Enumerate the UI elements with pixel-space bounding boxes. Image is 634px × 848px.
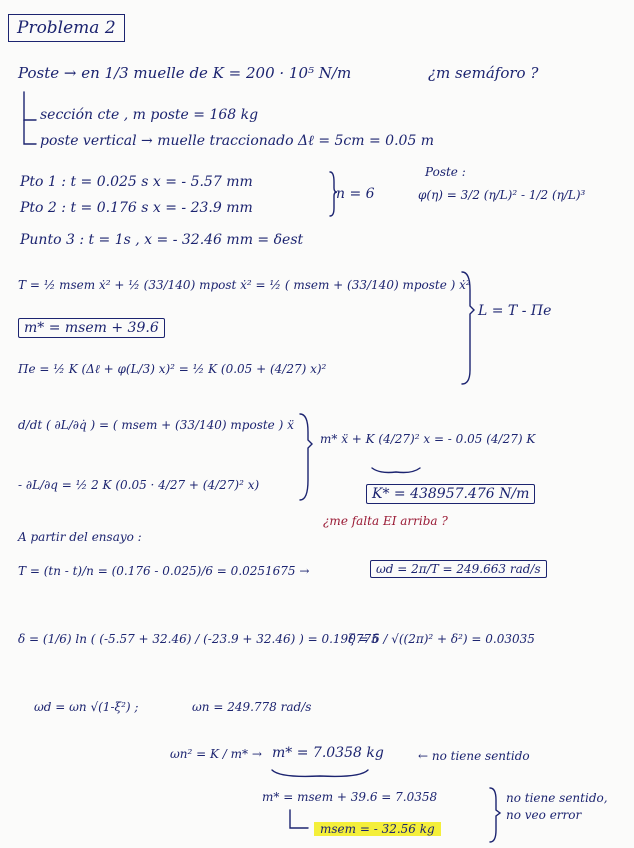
dL-dq-term: - ∂L/∂q = ½ 2 K (0.05 · 4/27 + (4/27)² x) bbox=[18, 478, 260, 492]
natural-frequency: ωn = 249.778 rad/s bbox=[192, 700, 312, 714]
damping-ratio: ξ = δ / √((2π)² + δ²) = 0.03035 bbox=[348, 632, 535, 646]
given-line-1-question: ¿m semáforo ? bbox=[428, 64, 539, 82]
given-line-1: Poste → en 1/3 muelle de K = 200 · 10⁵ N/m bbox=[18, 64, 352, 82]
mstar-note: ← no tiene sentido bbox=[418, 749, 530, 763]
final-line-1: m* = msem + 39.6 = 7.0358 bbox=[262, 790, 438, 804]
damped-frequency: ωd = 2π/T = 249.663 rad/s bbox=[370, 560, 547, 578]
red-note: ¿me falta EI arriba ? bbox=[323, 514, 448, 528]
equation-of-motion: m* ẍ + K (4/27)² x = - 0.05 (4/27) K bbox=[320, 432, 536, 446]
shape-function: φ(η) = 3/2 (η/L)² - 1/2 (η/L)³ bbox=[418, 188, 586, 202]
wn-squared: ωn² = K / m* → bbox=[170, 747, 262, 761]
given-line-2: sección cte , m poste = 168 kg bbox=[40, 107, 259, 123]
dL-dt-term: d/dt ( ∂L/∂q̇ ) = ( msem + (33/140) mposte ) ẍ bbox=[18, 418, 294, 432]
n-value: n = 6 bbox=[336, 186, 375, 202]
branch-arrow-1 bbox=[24, 92, 36, 120]
mstar-result: m* = 7.0358 kg bbox=[272, 745, 384, 761]
point-1: Pto 1 : t = 0.025 s x = - 5.57 mm bbox=[20, 174, 253, 190]
experiment-intro: A partir del ensayo : bbox=[18, 530, 142, 544]
point-2: Pto 2 : t = 0.176 s x = - 23.9 mm bbox=[20, 200, 253, 216]
point-3: Punto 3 : t = 1s , x = - 32.46 mm = δest bbox=[20, 232, 304, 248]
log-decrement: δ = (1/6) ln ( (-5.57 + 32.46) / (-23.9 + 32.46) ) = 0.190775 bbox=[18, 632, 379, 646]
equivalent-mass: m* = msem + 39.6 bbox=[18, 318, 165, 338]
lagrangian: L = T - Πe bbox=[478, 303, 552, 319]
equivalent-stiffness: K* = 438957.476 N/m bbox=[366, 484, 535, 504]
final-note: no tiene sentido, no veo error bbox=[506, 791, 608, 822]
poste-label: Poste : bbox=[425, 165, 466, 179]
omega-relation: ωd = ωn √(1-ξ²) ; bbox=[34, 700, 139, 714]
final-msem: msem = - 32.56 kg bbox=[314, 822, 441, 836]
problem-title: Problema 2 bbox=[8, 14, 125, 42]
period-calc: T = (tn - t)/n = (0.176 - 0.025)/6 = 0.0251675 → bbox=[18, 564, 310, 578]
given-line-3: poste vertical → muelle traccionado Δℓ = 5cm = 0.05 m bbox=[40, 133, 435, 149]
potential-energy: Πe = ½ K (Δℓ + φ(L/3) x)² = ½ K (0.05 + (4/27) x)² bbox=[18, 362, 327, 376]
kinetic-energy: T = ½ msem ẋ² + ½ (33/140) mpost ẋ² = ½ ( msem + (33/140) mposte ) ẋ² bbox=[18, 278, 471, 292]
